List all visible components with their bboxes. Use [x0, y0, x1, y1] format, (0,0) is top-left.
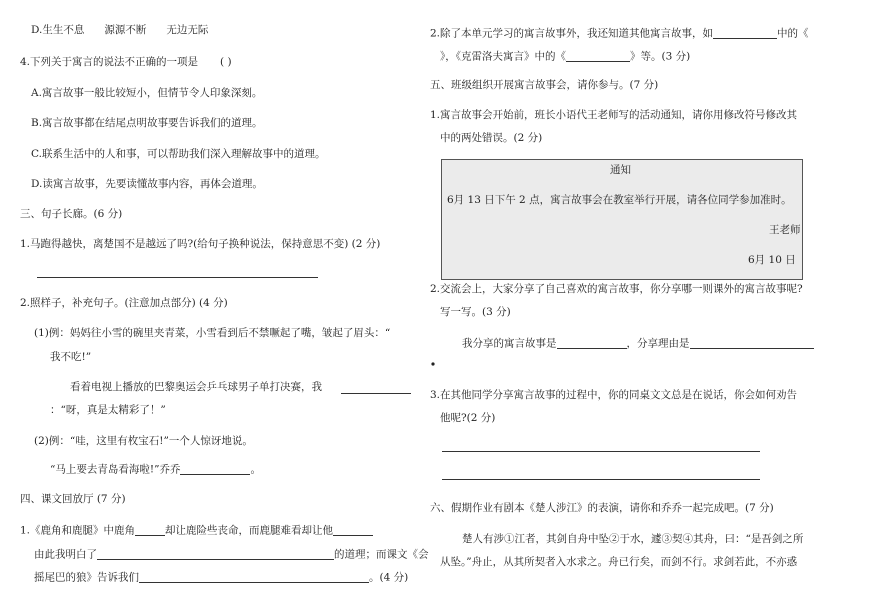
passage-line-2: 从坠。”舟止，从其所契者入水求之。舟已行矣，而剑不行。求剑若此，不亦惑 [440, 556, 798, 568]
s5-question-1: 1.寓言故事会开始前，班长小语代王老师写的活动通知，请你用修改符号修改其 [430, 109, 798, 121]
fill-sentence-1-cont: ：“呀，真是太精彩了！” [50, 404, 166, 416]
s5-question-3-cont: 他呢?(2 分) [440, 412, 496, 424]
notice-body: 6月 13 日下午 2 点，寓言故事会在教室举行开展，请各位同学参加准时。 [447, 194, 792, 206]
answer-blank[interactable] [139, 571, 369, 583]
answer-blank[interactable] [557, 337, 627, 349]
bullet-dot-icon [430, 361, 436, 367]
section-5-title: 五、班级组织开展寓言故事会，请你参与。(7 分) [430, 79, 659, 91]
s4-question-1: 1.《鹿角和鹿腿》中鹿角 却让鹿险些丧命，而鹿腿难看却让他 [20, 524, 373, 536]
answer-blank[interactable] [690, 337, 814, 349]
q4-option-b: B.寓言故事都在结尾点明故事要告诉我们的道理。 [31, 117, 263, 129]
section-4-title: 四、课文回放厅 (7 分) [20, 493, 126, 505]
answer-line[interactable] [442, 479, 760, 480]
q4-option-a: A.寓言故事一般比较短小，但情节令人印象深刻。 [31, 87, 263, 99]
answer-line[interactable] [37, 277, 318, 278]
section-6-title: 六、假期作业有剧本《楚人涉江》的表演，请你和乔乔一起完成吧。(7 分) [430, 502, 774, 514]
answer-paren[interactable]: ( ) [220, 56, 232, 68]
question-4: 4.下列关于寓言的说法不正确的一项是 ( ) [20, 56, 232, 68]
option-word: 源源不断 [104, 24, 147, 36]
answer-blank[interactable] [333, 524, 373, 536]
passage-line-1: 楚人有涉①江者，其剑自舟中坠②于水，遽③契④其舟，曰：“是吾剑之所 [462, 533, 804, 545]
option-word: 生生不息 [42, 24, 85, 36]
s4-question-1-line2: 由此我明白了 的道理；而课文《会 [34, 548, 429, 561]
notice-box [441, 159, 803, 280]
s5-question-1-cont: 中的两处错误。(2 分) [440, 132, 543, 144]
s3-question-1: 1.马跑得越快，离楚国不是越远了吗?(给句子换种说法，保持意思不变) (2 分) [20, 238, 381, 250]
notice-date: 6月 10 日 [748, 254, 796, 266]
answer-blank[interactable] [180, 463, 250, 475]
notice-signer: 王老师 [769, 224, 801, 236]
s5-question-2-cont: 写一写。(3 分) [440, 306, 511, 318]
section-3-title: 三、句子长廊。(6 分) [20, 208, 123, 220]
s4-question-1-line3: 摇尾巴的狼》告诉我们 。(4 分) [34, 571, 409, 584]
r-question-2: 2.除了本单元学习的寓言故事外，我还知道其他寓言故事，如 中的《 [430, 27, 809, 40]
example-1-cont: 我不吃!” [50, 351, 92, 363]
example-1: (1)例：妈妈往小雪的碗里夹青菜，小雪看到后不禁噘起了嘴，皱起了眉头：“ [34, 327, 391, 339]
answer-blank[interactable] [97, 548, 334, 560]
r-question-2-line2: 》，《克雷洛夫寓言》中的《 》等。(3 分) [440, 50, 691, 63]
answer-blank[interactable] [566, 50, 630, 62]
answer-blank[interactable] [341, 393, 411, 394]
s5-question-2: 2.交流会上，大家分享了自己喜欢的寓言故事，你分享哪一则课外的寓言故事呢? [430, 283, 803, 295]
notice-title: 通知 [610, 164, 631, 176]
s3-question-2: 2.照样子，补充句子。(注意加点部分) (4 分) [20, 297, 228, 309]
answer-line[interactable] [442, 451, 760, 452]
share-sentence: 我分享的寓言故事是 ，分享理由是 [462, 337, 814, 349]
option-word: 无边无际 [166, 24, 209, 36]
answer-blank[interactable] [135, 524, 165, 536]
fill-sentence-2: “马上要去青岛看海啦!”乔乔 。 [50, 463, 261, 476]
q4-option-c: C.联系生活中的人和事，可以帮助我们深入理解故事中的道理。 [31, 148, 326, 160]
fill-sentence-1: 看着电视上播放的巴黎奥运会乒乓球男子单打决赛，我 [70, 381, 322, 393]
answer-blank[interactable] [713, 27, 777, 39]
q4-option-d: D.读寓言故事，先要读懂故事内容，再体会道理。 [31, 178, 263, 190]
s5-question-3: 3.在其他同学分享寓言故事的过程中，你的同桌文文总是在说话，你会如何劝告 [430, 389, 798, 401]
example-2: (2)例：“哇，这里有枚宝石!”一个人惊讶地说。 [34, 435, 253, 447]
q3-option-d: D.生生不息 源源不断 无边无际 [31, 24, 209, 36]
